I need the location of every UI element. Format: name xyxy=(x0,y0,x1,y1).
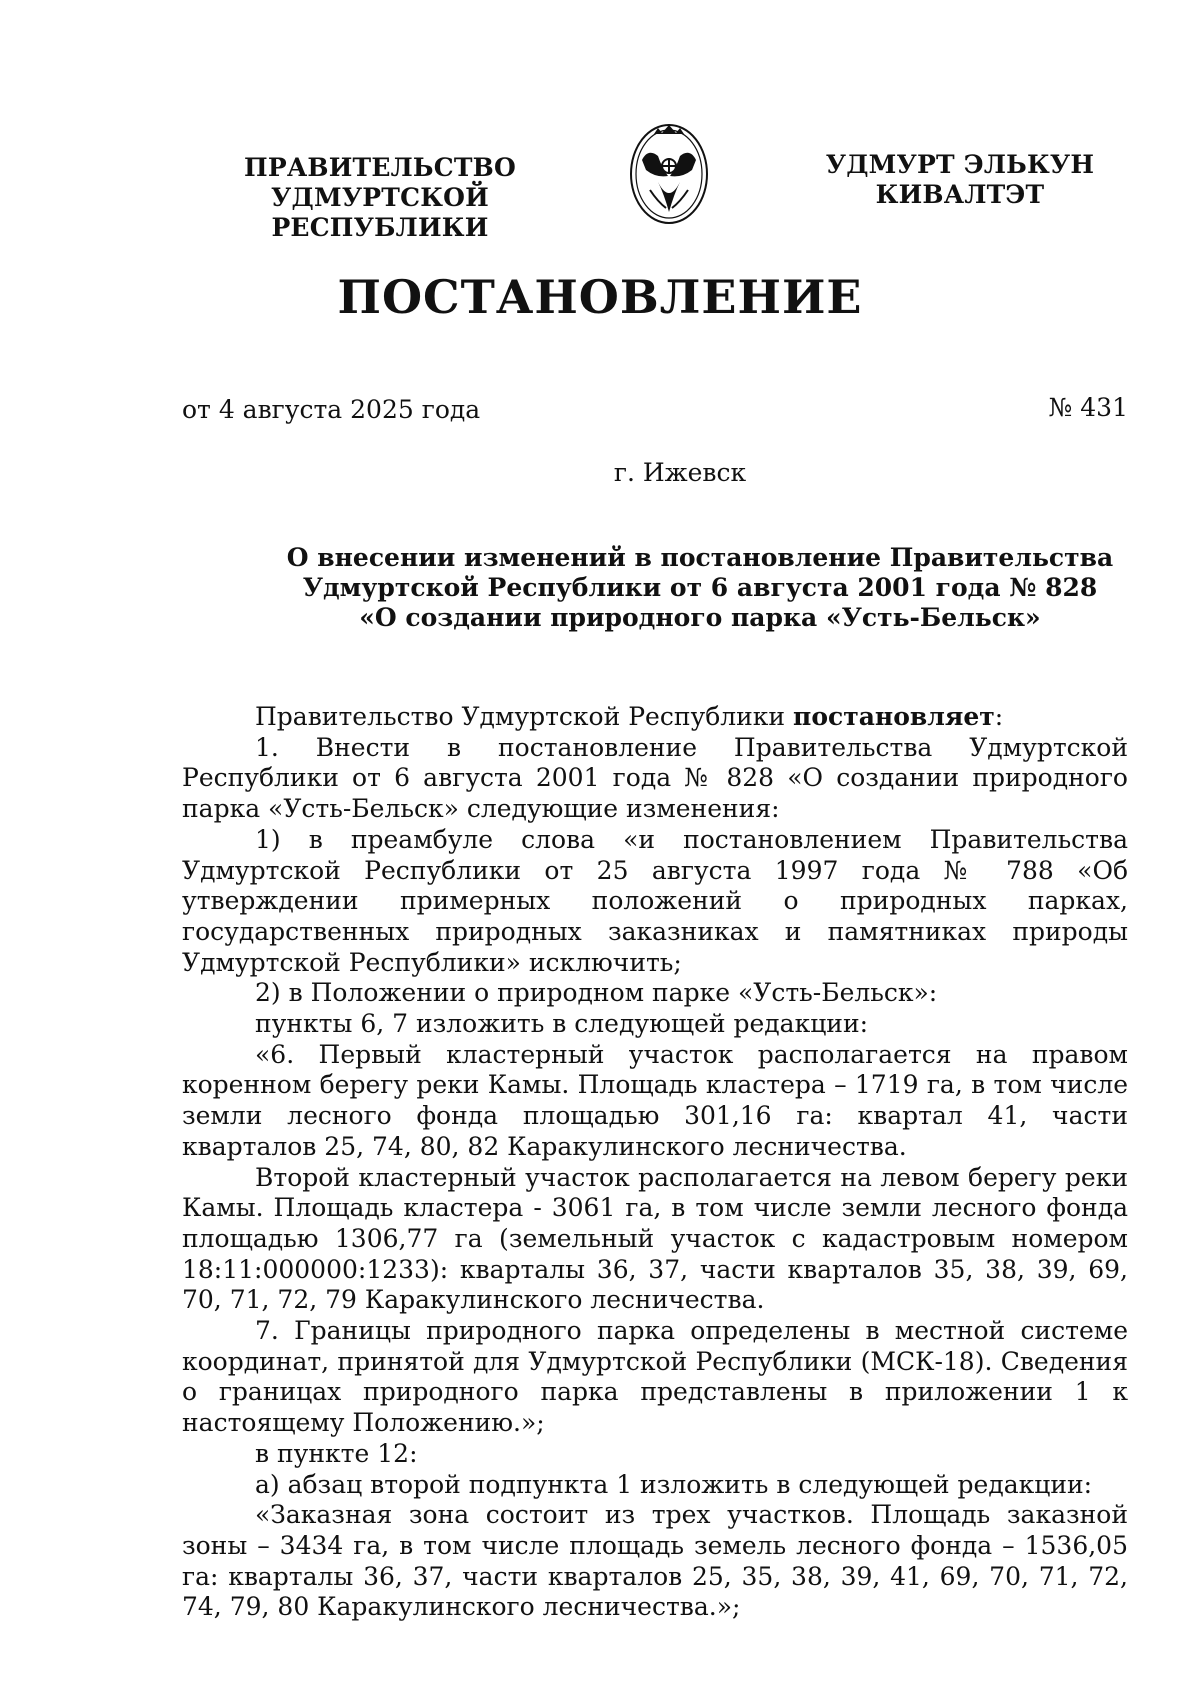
intro-end: : xyxy=(994,702,1004,731)
body-paragraph: в пункте 12: xyxy=(255,1438,418,1468)
document-body xyxy=(182,702,1128,1623)
document-city: г. Ижевск xyxy=(613,458,747,487)
document-date: от 4 августа 2025 года xyxy=(182,395,481,424)
intro-bold-verb: постановляет xyxy=(793,702,995,731)
document-number: № 431 xyxy=(1048,393,1128,422)
udmurt-coat-of-arms-icon xyxy=(628,120,710,228)
body-paragraph: «6. Первый кластерный участок располагается на правом коренном берегу реки Камы. Площадь кластера – 1719 га, в том числе земли лесного фонда площадью 301,16 га: квартал 41, части кварталов 25, 74, 80, 82 Каракулинского лесничества. xyxy=(182,1039,1128,1161)
document-title-line: «О создании природного парка «Усть-Бельск» xyxy=(359,603,1041,632)
intro-text: Правительство Удмуртской Республики xyxy=(255,702,794,731)
org-name-line: КИВАЛТЭТ xyxy=(875,180,1045,209)
org-name-line: УДМУРТСКОЙ РЕСПУБЛИКИ xyxy=(271,183,489,242)
document-title xyxy=(200,543,1200,633)
body-paragraph: 1. Внести в постановление Правительства Удмуртской Республики от 6 августа 2001 года № 828 «О создании природного парка «Усть-Бельск» следующие изменения: xyxy=(182,732,1128,824)
body-paragraph: 7. Границы природного парка определены в местной системе координат, принятой для Удмуртской Республики (МСК-18). Сведения о границах природного парка представлены в приложении 1 к настоящему Положению.»; xyxy=(182,1316,1128,1438)
body-paragraph: пункты 6, 7 изложить в следующей редакции: xyxy=(255,1009,869,1039)
org-name-line: ПРАВИТЕЛЬСТВО xyxy=(244,153,516,182)
body-paragraph: а) абзац второй подпункта 1 изложить в следующей редакции: xyxy=(255,1469,1093,1499)
body-paragraph: «Заказная зона состоит из трех участков. Площадь заказной зоны – 3434 га, в том числе площадь земель лесного фонда – 1536,05 га: кварталы 36, 37, части кварталов 25, 35, 38, 39, 41, 69, 70, 71, 72, 74, 79, 80 Каракулинского лесничества.»; xyxy=(182,1500,1128,1622)
body-paragraph: Второй кластерный участок располагается на левом берегу реки Камы. Площадь кластера - 3061 га, в том числе земли лесного фонда площадью 1306,77 га (земельный участок с кадастровым номером 18:11:000000:1233): кварталы 36, 37, части кварталов 35, 38, 39, 69, 70, 71, 72, 79 Каракулинского лесничества. xyxy=(182,1162,1128,1315)
org-name-udmurt xyxy=(810,150,1110,210)
body-paragraph: 2) в Положении о природном парке «Усть-Бельск»: xyxy=(255,978,938,1008)
document-title-line: О внесении изменений в постановление Правительства xyxy=(286,543,1114,572)
body-paragraph: 1) в преамбуле слова «и постановлением Правительства Удмуртской Республики от 25 августа 1997 года № 788 «Об утверждении примерных положений о природных парках, государственных природных заказниках и памятниках природы Удмуртской Республики» исключить; xyxy=(182,824,1128,977)
org-name-line: УДМУРТ ЭЛЬКУН xyxy=(825,150,1095,179)
document-type-heading: ПОСТАНОВЛЕНИЕ xyxy=(337,270,863,324)
document-title-line: Удмуртской Республики от 6 августа 2001 года № 828 xyxy=(302,573,1098,602)
intro-paragraph xyxy=(182,702,1128,733)
org-name-russian xyxy=(170,153,590,243)
